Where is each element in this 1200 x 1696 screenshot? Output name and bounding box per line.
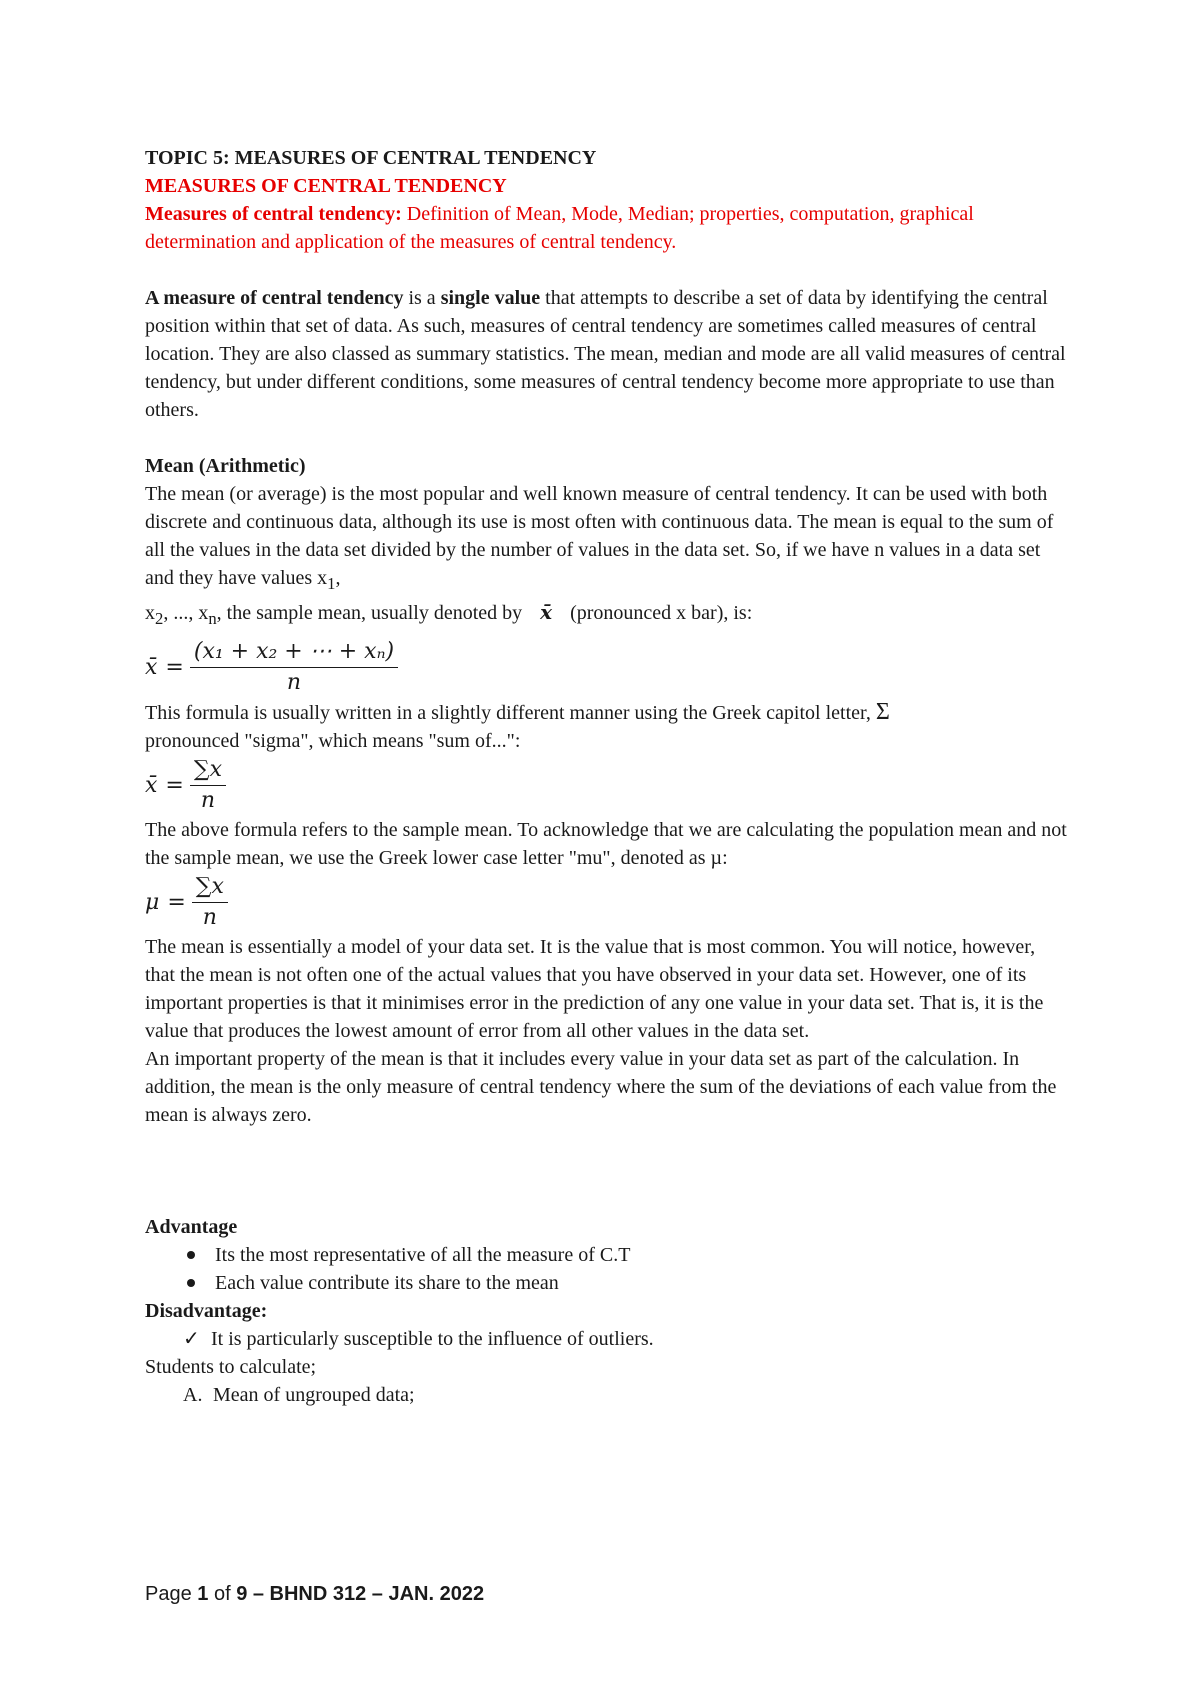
- ellipsis-text: , ..., x: [163, 602, 209, 624]
- formula2-lhs: x̄: [145, 772, 158, 798]
- definition-rest: that attempts to describe a set of data by identifying the central position within that set of data. As such, measures of central tendency are sometimes called measures of central location. They are also classed as summary statistics. The mean, median and mode are all valid measures of central tendency, but under different conditions, some measures of central tendency become more appropriate to use than others.: [145, 287, 1066, 421]
- disadvantage-item: [145, 1325, 1070, 1353]
- subscript-1: 1: [327, 574, 336, 593]
- footer-page-number: 1: [197, 1583, 209, 1605]
- disadvantage-heading: Disadvantage:: [145, 1300, 268, 1322]
- list-item: Each value contribute its share to the mean: [185, 1269, 1070, 1297]
- red-heading: MEASURES OF CENTRAL TENDENCY: [145, 175, 507, 197]
- intro-paragraph: [145, 200, 1070, 256]
- sigma-icon: Σ: [875, 699, 890, 725]
- x-label: x: [145, 602, 155, 624]
- tasks-intro: Students to calculate;: [145, 1356, 317, 1378]
- task-letter: A.: [183, 1384, 203, 1406]
- formula2-numerator: ∑x: [193, 757, 222, 782]
- formula-sample-mean-expanded: x̄ = $\frac{\text{(x₁ + x₂ + ⋯ + xₙ)}}{n}$: [145, 637, 1070, 698]
- definition-term: A measure of central tendency: [145, 287, 404, 309]
- formula1-denominator: n: [286, 670, 302, 695]
- list-item: Its the most representative of all the measure of C.T: [185, 1241, 1070, 1269]
- definition-paragraph: [145, 284, 1070, 424]
- xbar-symbol-icon: x̄: [540, 600, 553, 624]
- formula2-denominator: n: [200, 788, 215, 813]
- intro-label: Measures of central tendency:: [145, 203, 402, 225]
- check-icon: ✓: [183, 1328, 200, 1350]
- mean-heading: Mean (Arithmetic): [145, 455, 306, 477]
- formula3-denominator: n: [202, 905, 217, 930]
- subscript-2: 2: [155, 609, 164, 628]
- intro-text: Definition of Mean, Mode, Median; properties, computation, graphical determination and application of the measures of central tendency.: [145, 203, 974, 253]
- topic-title: TOPIC 5: MEASURES OF CENTRAL TENDENCY: [145, 147, 597, 169]
- advantage-heading: Advantage: [145, 1216, 238, 1238]
- formula-sample-mean-sigma: x̄ = $\frac{\sum x}{n}$: [145, 755, 1070, 816]
- footer-page-total: 9: [236, 1583, 248, 1605]
- mean-paragraph-2: [145, 698, 1070, 755]
- page-footer: [145, 1583, 484, 1606]
- denoted-by-text: , the sample mean, usually denoted by: [216, 602, 523, 624]
- sigma-pronounced-text: pronounced "sigma", which means "sum of...":: [145, 730, 521, 752]
- formula3-lhs: μ: [145, 889, 160, 915]
- footer-course-code: – BHND 312 – JAN. 2022: [247, 1583, 485, 1605]
- mean-paragraph-1: The mean (or average) is the most popular and well known measure of central tendency. It can be used with both discrete and continuous data, although its use is most often with continuous data. The mean is equal to the sum of all the values in the data set divided by the number of values in the data set. So, if we have n values in a data set and they have values $x_1$, $x_2$, ..., $x_n$, the sample mean, usually denoted by x̄ (pronounced x bar), is:: [145, 483, 1054, 628]
- footer-page-word: Page: [145, 1583, 198, 1605]
- sigma-intro-text: This formula is usually written in a slightly different manner using the Greek capitol letter,: [145, 702, 871, 724]
- advantage-list: [145, 1241, 1070, 1297]
- task-item: [145, 1381, 1070, 1409]
- footer-of-word: of: [208, 1583, 237, 1605]
- disadvantage-text: It is particularly susceptible to the influence of outliers.: [211, 1328, 654, 1350]
- mean-paragraph-4: The mean is essentially a model of your data set. It is the value that is most common. You will notice, however, that the mean is not often one of the actual values that you have observed in your data set. However, one of its important properties is that it minimises error in the prediction of any one value in your data set. That is, it is the value that produces the lowest amount of error from all other values in the data set.: [145, 936, 1044, 1042]
- mean-paragraph-3: The above formula refers to the sample mean. To acknowledge that we are calculating the population mean and not the sample mean, we use the Greek lower case letter "mu", denoted as µ:: [145, 819, 1067, 869]
- formula3-numerator: ∑x: [195, 874, 224, 899]
- definition-connector: is a: [403, 287, 441, 309]
- document-body: [145, 144, 1070, 1409]
- formula-population-mean: μ = $\frac{\sum x}{n}$: [145, 872, 1070, 933]
- formula1-lhs: x̄: [145, 654, 158, 680]
- task-text: Mean of ungrouped data;: [213, 1384, 415, 1406]
- formula1-numerator: (x₁ + x₂ + ⋯ + xₙ): [193, 639, 395, 664]
- pronounced-text: (pronounced x bar), is:: [570, 602, 753, 624]
- single-value-term: single value: [440, 287, 541, 309]
- subscript-n: n: [208, 609, 217, 628]
- mean-paragraph-5: An important property of the mean is that it includes every value in your data set as part of the calculation. In addition, the mean is the only measure of central tendency where the sum of the deviations of each value from the mean is always zero.: [145, 1048, 1057, 1126]
- mean-para1-text: The mean (or average) is the most popular and well known measure of central tendency. It can be used with both discrete and continuous data, although its use is most often with continuous data. The mean is equal to the sum of all the values in the data set divided by the number of values in the data set. So, if we have n values in a data set and they have values x: [145, 483, 1054, 589]
